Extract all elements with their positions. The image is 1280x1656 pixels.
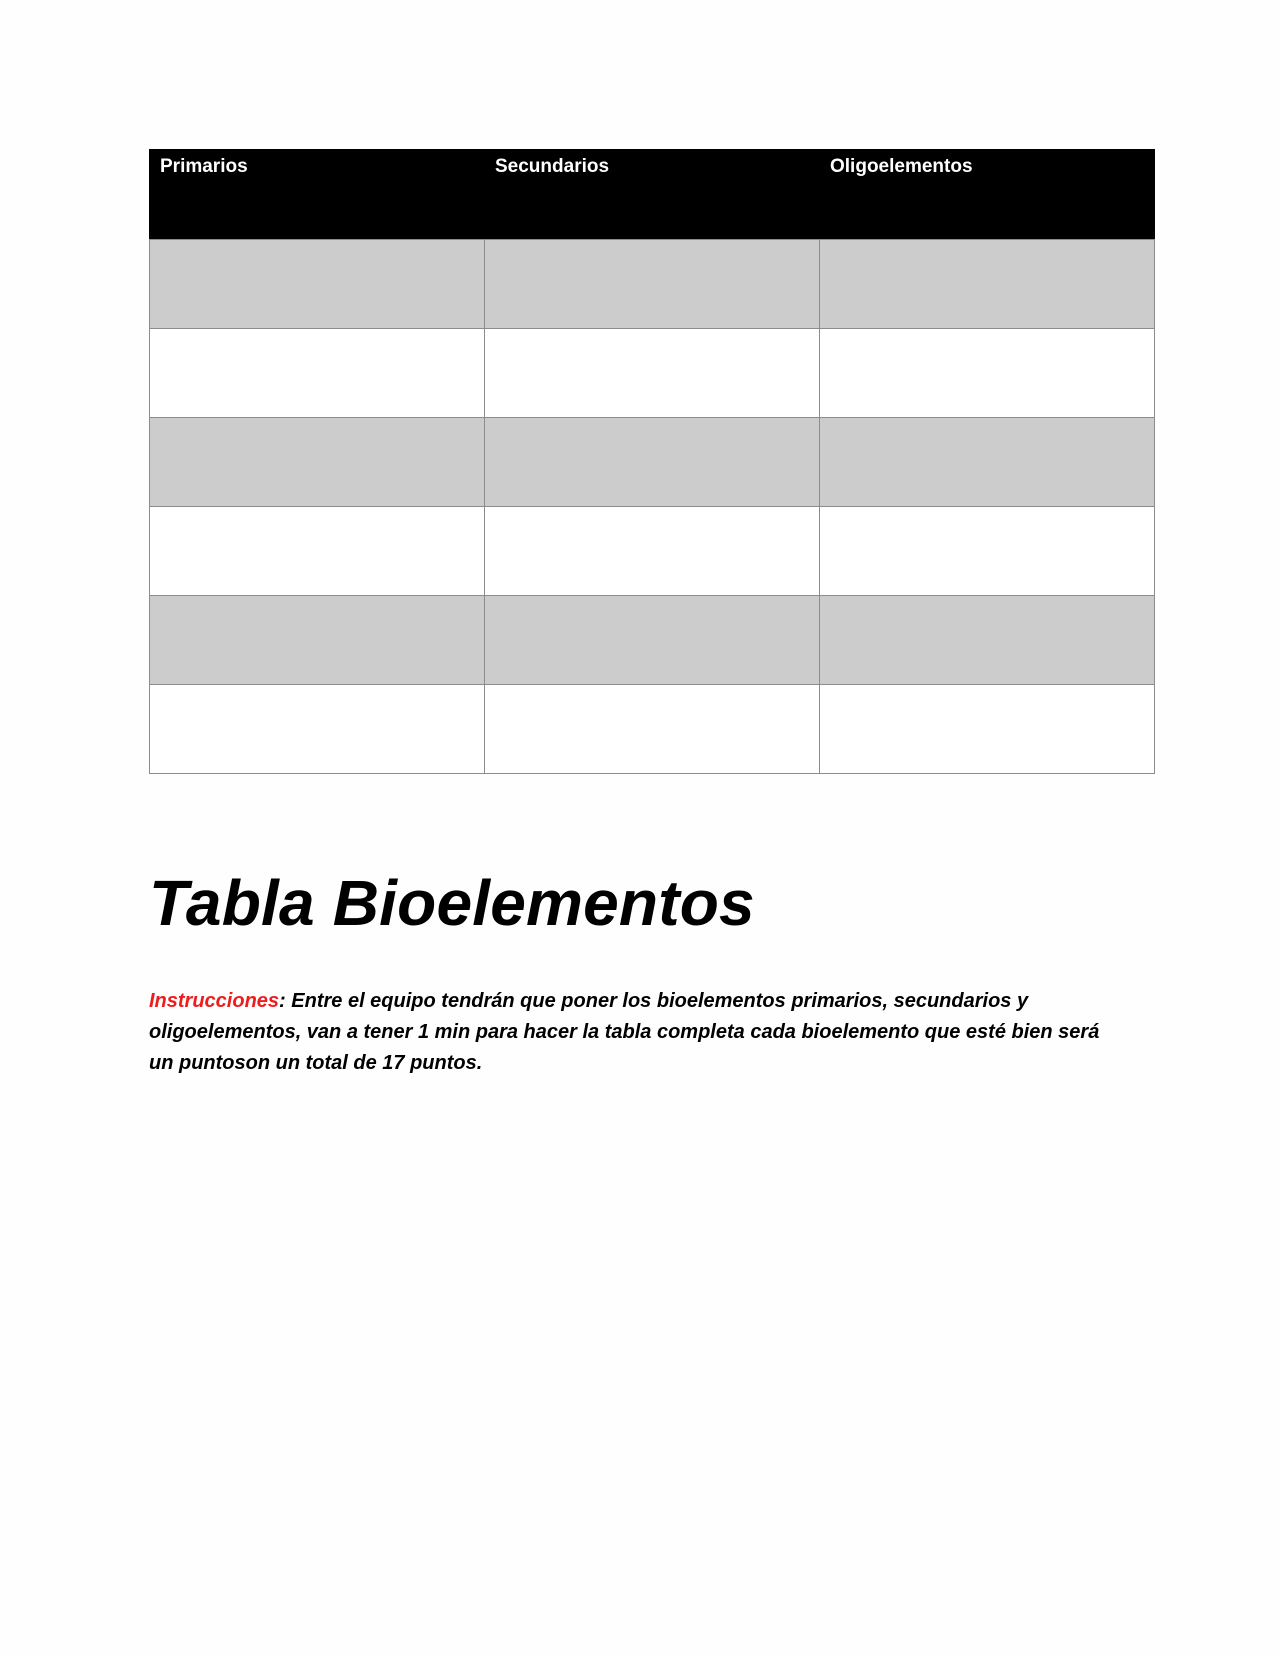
table-row: [150, 507, 1155, 596]
table-cell[interactable]: [820, 507, 1155, 596]
table-row: [150, 418, 1155, 507]
table-cell[interactable]: [485, 507, 820, 596]
table-cell[interactable]: [820, 418, 1155, 507]
table-cell[interactable]: [150, 240, 485, 329]
table-header: [150, 150, 1155, 240]
instructions-paragraph: [149, 986, 1109, 1079]
table-cell[interactable]: [820, 685, 1155, 774]
table-cell[interactable]: [820, 596, 1155, 685]
bioelements-table: [149, 149, 1155, 774]
table-cell[interactable]: [485, 596, 820, 685]
header-secundarios: Secundarios: [485, 150, 820, 240]
table-cell[interactable]: [150, 596, 485, 685]
table-cell[interactable]: [485, 685, 820, 774]
instructions-text: : Entre el equipo tendrán que poner los bioelementos primarios, secundarios y oligoelementos, van a tener 1 min para hacer la tabla completa cada bioelemento que esté bien será un puntoson un total de 17 puntos.: [149, 990, 1100, 1074]
table-cell[interactable]: [150, 329, 485, 418]
table-row: [150, 685, 1155, 774]
table-row: [150, 240, 1155, 329]
header-primarios: Primarios: [150, 150, 485, 240]
table-cell[interactable]: [150, 418, 485, 507]
header-row: [150, 150, 1155, 240]
table-cell[interactable]: [820, 240, 1155, 329]
table-row: [150, 329, 1155, 418]
table-cell[interactable]: [485, 240, 820, 329]
table-cell[interactable]: [485, 418, 820, 507]
table-cell[interactable]: [820, 329, 1155, 418]
instructions-label: Instrucciones: [149, 990, 280, 1012]
document-title: Tabla Bioelementos: [149, 867, 755, 939]
table-row: [150, 596, 1155, 685]
table-cell[interactable]: [150, 685, 485, 774]
table-body: [150, 240, 1155, 774]
table-cell[interactable]: [485, 329, 820, 418]
header-oligoelementos: Oligoelementos: [820, 150, 1155, 240]
table-cell[interactable]: [150, 507, 485, 596]
